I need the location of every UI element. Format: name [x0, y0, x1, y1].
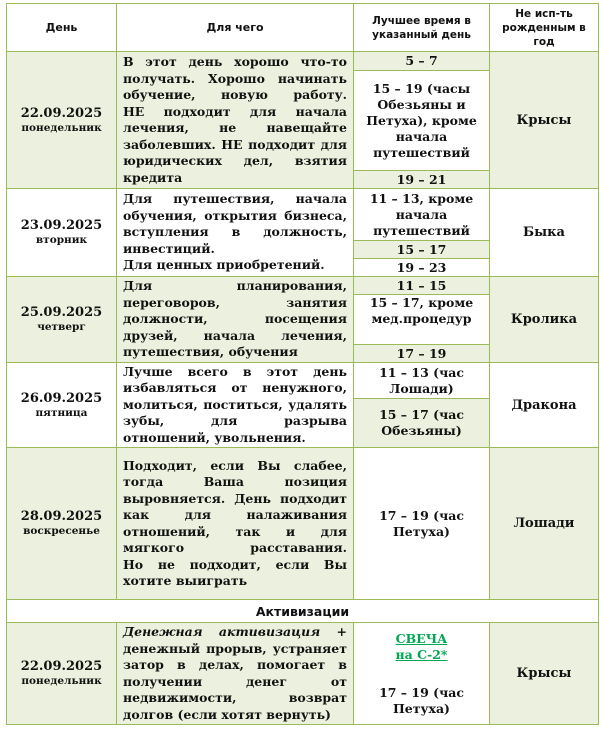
description-line: Лучше всего в этот день избавляться от ненужного, молиться, поститься, удалять зубы, для разрыва отношений, увольнения.	[123, 363, 347, 445]
date: 28.09.2025	[20, 509, 103, 524]
excluded-year-animal: Лошади	[490, 448, 599, 600]
time-slot: 15 – 17 (час Обезьяны)	[354, 399, 490, 448]
header-purpose: Для чего	[117, 4, 354, 52]
date: 22.09.2025	[20, 105, 103, 121]
time-slot: 11 – 13 (час Лошади)	[354, 363, 490, 399]
table-row	[7, 52, 599, 71]
candle-link[interactable]: СВЕЧА на С-2*	[395, 630, 448, 662]
description-line: Для путешествия, начала обучения, открытия бизнеса, вступления в должность, инвестиций.	[123, 191, 347, 256]
table-row	[7, 277, 599, 295]
header-row	[7, 4, 599, 52]
time-slot: 15 – 17, кроме мед.процедур	[354, 295, 490, 345]
excluded-year-animal: Быка	[490, 189, 599, 277]
weekday: четверг	[37, 321, 86, 333]
excluded-year-animal: Дракона	[490, 363, 599, 448]
table-row	[7, 623, 599, 725]
date-cell	[7, 52, 117, 189]
time-cell	[354, 623, 490, 725]
weekday: понедельник	[21, 121, 102, 134]
time-slot: 19 – 23	[354, 259, 490, 277]
time-slot: 19 – 21	[354, 171, 490, 189]
time-slot: 17 – 19	[354, 345, 490, 363]
description-line: + денежный прорыв, устраняет затор в делах, помогает в получении денег от недвижимости, возврат долгов (если хотят вернуть)	[123, 624, 348, 722]
description-line: Для планирования, переговоров, занятия должности, посещения друзей, начала лечения, путешествия, обучения	[123, 278, 347, 360]
description-line: В этот день хорошо что-то получать. Хорошо начинать обучение, новую работу.	[123, 54, 347, 102]
weekday: понедельник	[21, 675, 102, 687]
description-cell	[117, 52, 354, 189]
calendar-table	[6, 3, 599, 725]
excluded-year-animal: Кролика	[490, 277, 599, 363]
date: 26.09.2025	[20, 390, 103, 406]
description-cell	[117, 189, 354, 277]
table-row	[7, 189, 599, 241]
header-best-time: Лучшее время в указанный день	[354, 4, 490, 52]
description-line: НЕ подходит для начала лечения, не навещайте заболевших. НЕ подходит для юридических дел, взятия кредита	[123, 103, 347, 185]
date-cell	[7, 363, 117, 448]
time-slot: 17 – 19 (час Петуха)	[354, 448, 490, 600]
date: 23.09.2025	[20, 218, 103, 233]
time-slot: 5 – 7	[354, 52, 490, 71]
weekday: воскресенье	[23, 525, 100, 537]
weekday: пятница	[35, 406, 88, 419]
date: 25.09.2025	[20, 305, 103, 320]
description-cell	[117, 623, 354, 725]
table-row	[7, 363, 599, 399]
excluded-year-animal: Крысы	[490, 623, 599, 725]
date: 22.09.2025	[20, 659, 103, 674]
date-cell	[7, 189, 117, 277]
description-line: Для ценных приобретений.	[123, 257, 325, 273]
description-cell	[117, 363, 354, 448]
weekday: вторник	[35, 234, 88, 246]
excluded-year-animal: Крысы	[490, 52, 599, 189]
description-line: Но не подходит, если Вы хотите выиграть	[123, 556, 347, 588]
description-line: Подходит, если Вы слабее, тогда Ваша позиция выровняется. День подходит как для налаживания отношений, так и для мягкого расставания.	[123, 457, 347, 555]
activation-type: Денежная активизация	[123, 624, 321, 639]
time-slot: 15 – 19 (часы Обезьяны и Петуха), кроме начала путешествий	[354, 71, 490, 171]
time-slot: 17 – 19 (час Петуха)	[379, 684, 464, 716]
header-day: День	[7, 4, 117, 52]
header-not-for: Не исп-ть рожденным в год	[490, 4, 599, 52]
table-row	[7, 448, 599, 600]
section-row	[7, 600, 599, 623]
time-slot: 15 – 17	[354, 241, 490, 259]
description-cell	[117, 448, 354, 600]
date-cell	[7, 448, 117, 600]
time-slot: 11 – 15	[354, 277, 490, 295]
description-cell	[117, 277, 354, 363]
date-cell	[7, 277, 117, 363]
section-title: Активизации	[7, 600, 599, 623]
date-cell	[7, 623, 117, 725]
time-slot: 11 – 13, кроме начала путешествий	[354, 189, 490, 241]
